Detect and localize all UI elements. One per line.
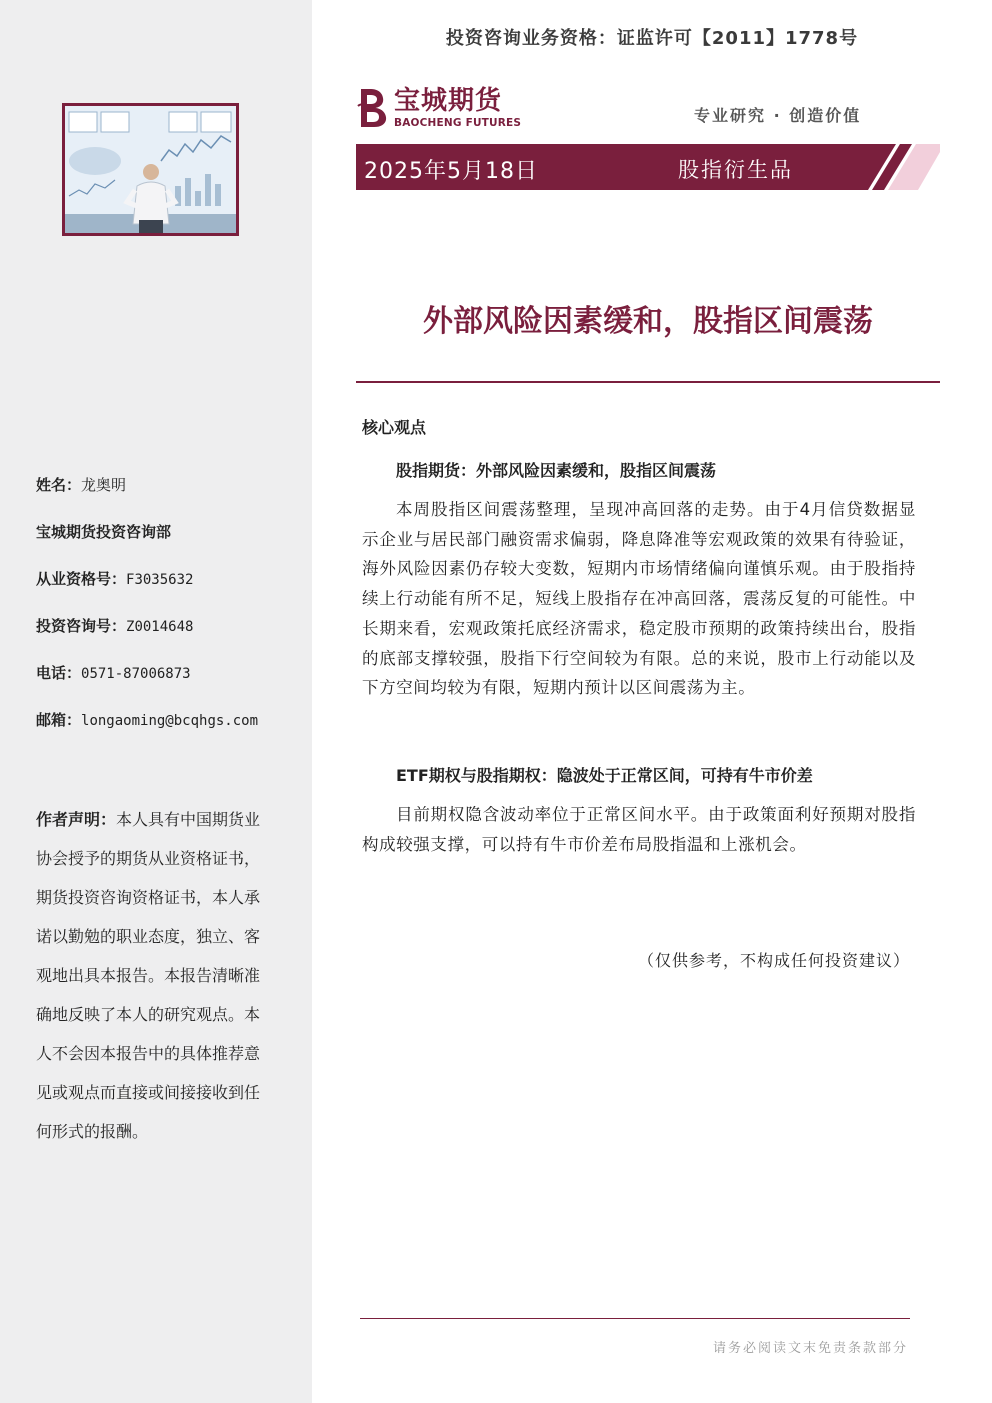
logo-chinese-name: 宝城期货: [394, 86, 503, 116]
declaration-text: 本人具有中国期货业协会授予的期货从业资格证书，期货投资咨询资格证书，本人承诺以勤勉的职业态度，独立、客观地出具本报告。本报告清晰准确地反映了本人的研究观点。本人不会因本报告中的具体推荐意见或观点而直接或间接接收到任何形式的报酬。: [36, 810, 261, 1141]
author-email-label: 邮箱：: [36, 711, 82, 729]
author-consult-row: [36, 615, 296, 662]
section-body-index-futures: 本周股指区间震荡整理，呈现冲高回落的走势。由于4月信贷数据显示企业与居民部门融资需求偏弱，降息降准等宏观政策的效果有待验证，海外风险因素仍存较大变数，短期内市场情绪偏向谨慎乐观。由于股指持续上行动能有所不足，短线上股指存在冲高回落，震荡反复的可能性。中长期来看，宏观政策托底经济需求，稳定股市预期的政策持续出台，股指的底部支撑较强，股指下行空间较为有限。总的来说，股市上行动能以及下方空间均较为有限，短期内预计以区间震荡为主。: [362, 500, 916, 698]
analyst-dashboard-photo-icon: [65, 106, 236, 233]
cover-photo: [62, 103, 239, 236]
author-license-row: [36, 568, 296, 615]
section-body-options: 目前期权隐含波动率位于正常区间水平。由于政策面利好预期对股指构成较强支撑，可以持有牛市价差布局股指温和上涨机会。: [362, 804, 916, 854]
qualification-line: 投资咨询业务资格：证监许可【2011】1778号: [445, 28, 859, 49]
author-phone-label: 电话：: [36, 664, 82, 682]
author-phone: 0571-87006873: [81, 666, 191, 682]
title-divider: [356, 381, 940, 383]
core-view-label: 核心观点: [362, 418, 427, 437]
author-name: 龙奥明: [81, 476, 127, 494]
author-email[interactable]: longaoming@bcqhgs.com: [81, 713, 259, 729]
declaration-label: 作者声明：: [36, 810, 117, 829]
author-name-row: [36, 474, 296, 521]
author-declaration: [36, 800, 268, 1151]
report-date: 2025年5月18日: [364, 159, 538, 184]
section-heading-index-futures: 股指期货：外部风险因素缓和，股指区间震荡: [396, 461, 717, 480]
author-name-label: 姓名：: [36, 476, 82, 494]
report-title: 外部风险因素缓和，股指区间震荡: [423, 304, 873, 339]
author-license: F3035632: [126, 572, 194, 588]
reference-only-note: （仅供参考，不构成任何投资建议）: [637, 951, 910, 970]
author-email-row: [36, 709, 296, 756]
sidebar: [0, 0, 312, 1403]
baocheng-b-logo-icon: [356, 86, 390, 130]
section-heading-options: ETF期权与股指期权：隐波处于正常区间，可持有牛市价差: [396, 765, 813, 785]
footer-divider: [360, 1318, 910, 1319]
report-category: 股指衍生品: [678, 158, 793, 182]
author-phone-row: [36, 662, 296, 709]
author-department: 宝城期货投资咨询部: [36, 523, 172, 541]
logo-english-name: BAOCHENG FUTURES: [394, 117, 522, 129]
author-consult: Z0014648: [126, 619, 194, 635]
slogan: 专业研究 · 创造价值: [694, 106, 862, 125]
author-info: [36, 474, 296, 756]
date-banner: [356, 144, 940, 190]
company-logo: [356, 86, 526, 132]
author-consult-label: 投资咨询号：: [36, 617, 127, 635]
author-license-label: 从业资格号：: [36, 570, 127, 588]
footer-disclaimer: 请务必阅读文末免责条款部分: [712, 1341, 908, 1356]
report-content: [362, 415, 916, 859]
